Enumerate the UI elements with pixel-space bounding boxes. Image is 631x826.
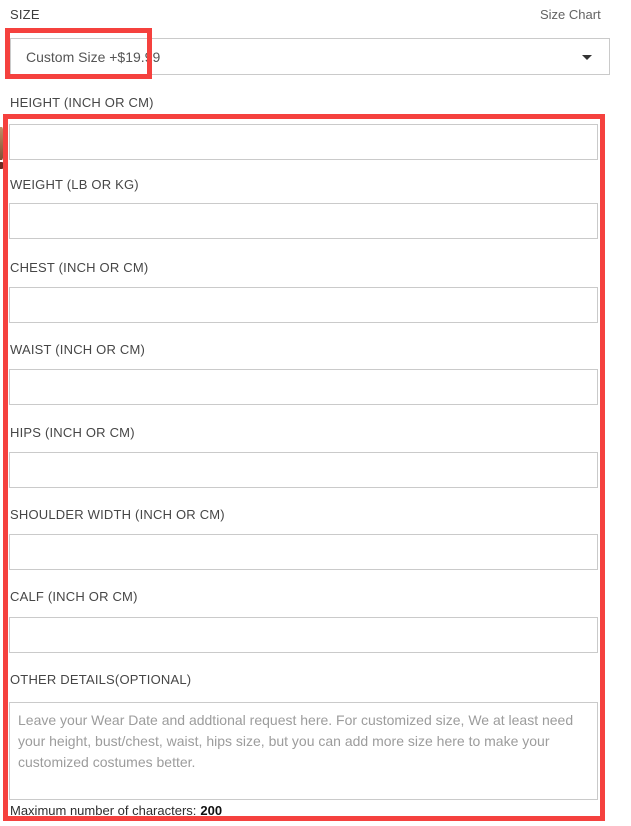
shoulder-width-input[interactable] [9,534,598,570]
hips-label: HIPS (INCH OR CM) [10,425,135,440]
waist-label: WAIST (INCH OR CM) [10,342,146,357]
max-characters-note [10,803,222,818]
max-characters-label: Maximum number of characters: [10,803,197,818]
max-characters-value: 200 [200,803,223,818]
clipped-image-speck [0,162,4,169]
size-select-value: Custom Size +$19.99 [26,48,161,65]
size-select[interactable] [10,38,610,75]
other-details-label: OTHER DETAILS(OPTIONAL) [10,672,192,687]
shoulder-width-label: SHOULDER WIDTH (INCH OR CM) [10,507,225,522]
calf-input[interactable] [9,617,598,653]
other-details-textarea[interactable] [9,702,598,800]
size-section-heading: SIZE [10,7,40,22]
height-input[interactable] [9,124,598,160]
size-chart-link[interactable]: Size Chart [540,7,601,22]
hips-input[interactable] [9,452,598,488]
chest-input[interactable] [9,287,598,323]
chevron-down-icon [582,55,592,60]
chest-label: CHEST (INCH OR CM) [10,260,149,275]
waist-input[interactable] [9,369,598,405]
weight-label: WEIGHT (LB OR KG) [10,177,139,192]
clipped-image-sliver [0,127,4,160]
calf-label: CALF (INCH OR CM) [10,589,138,604]
weight-input[interactable] [9,203,598,239]
height-label: HEIGHT (INCH OR CM) [10,95,154,110]
